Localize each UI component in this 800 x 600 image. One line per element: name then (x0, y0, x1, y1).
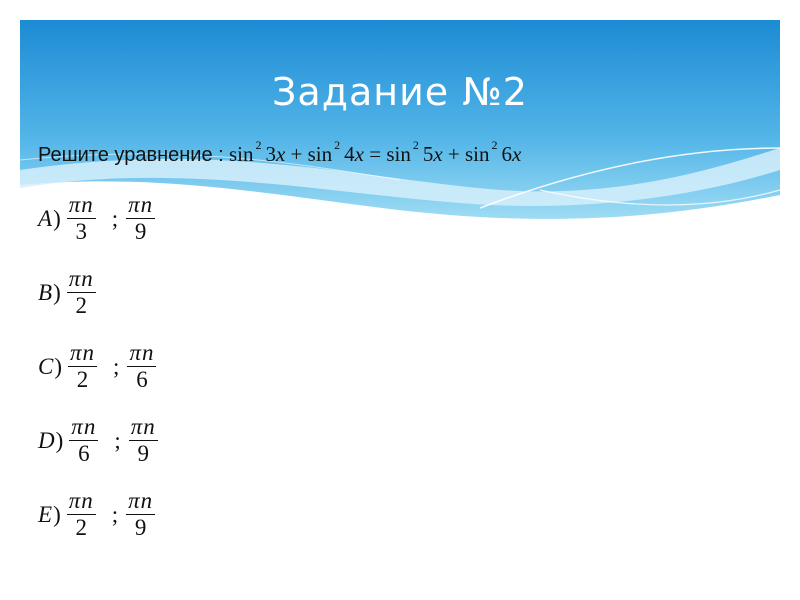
fraction-denominator: 9 (134, 515, 147, 540)
term3-func: sin (386, 142, 411, 166)
term2-var: x (354, 142, 364, 166)
answer-a (38, 192, 159, 245)
fraction-1 (68, 340, 97, 393)
term4-func: sin (465, 142, 490, 166)
fraction-numerator: πn (130, 414, 156, 439)
separator: ; (114, 427, 121, 453)
term2-coef: 4 (344, 142, 355, 166)
fraction-numerator: πn (68, 192, 94, 217)
term4-var: x (512, 142, 522, 166)
fraction-1 (69, 414, 98, 467)
fraction-numerator: πn (71, 414, 97, 439)
term1-var: x (275, 142, 286, 166)
fraction-2 (126, 192, 155, 245)
fraction-2 (127, 340, 156, 393)
fraction-denominator: 2 (76, 367, 89, 392)
fraction-numerator: πn (70, 340, 96, 365)
separator: ; (111, 501, 119, 527)
answer-paren: ) (53, 205, 61, 231)
fraction-numerator: πn (128, 192, 154, 217)
term3-coef: 5 (422, 142, 434, 166)
fraction-denominator: 3 (75, 219, 87, 244)
fraction-1 (67, 488, 96, 541)
answer-paren: ) (53, 501, 61, 527)
op-plus-2: + (447, 142, 460, 166)
slide-title: Задание №2 (272, 70, 528, 114)
equation (38, 138, 522, 167)
fraction-2 (129, 414, 158, 467)
term2-power: 2 (334, 138, 341, 152)
term1-coef: 3 (265, 142, 276, 166)
fraction-2 (126, 488, 155, 541)
fraction-denominator: 2 (75, 515, 87, 540)
op-equals: = (369, 142, 382, 166)
term2-func: sin (307, 142, 333, 166)
answer-b (38, 266, 100, 319)
header-banner (20, 20, 780, 220)
answer-paren: ) (53, 279, 61, 305)
answer-e (38, 488, 159, 541)
fraction-denominator: 6 (78, 441, 90, 466)
term3-power: 2 (412, 138, 419, 152)
op-plus-1: + (290, 142, 303, 166)
separator: ; (113, 353, 120, 379)
fraction-numerator: πn (68, 266, 94, 291)
term4-coef: 6 (501, 142, 513, 166)
answer-letter: D (38, 427, 55, 453)
answer-paren: ) (54, 353, 63, 379)
fraction-denominator: 6 (136, 367, 148, 392)
fraction-numerator: πn (68, 488, 94, 513)
term4-power: 2 (491, 138, 498, 152)
fraction-1 (67, 192, 96, 245)
fraction-denominator: 9 (134, 219, 147, 244)
term3-var: x (433, 142, 443, 166)
answer-letter: C (38, 353, 54, 379)
answer-d (38, 414, 162, 467)
term1-func: sin (228, 142, 254, 166)
fraction-numerator: πn (128, 488, 154, 513)
answer-c (38, 340, 160, 393)
fraction-1 (67, 266, 96, 319)
answer-letter: A (38, 205, 53, 231)
separator: ; (111, 205, 119, 231)
fraction-denominator: 9 (137, 441, 149, 466)
answer-paren: ) (55, 427, 64, 453)
answer-letter: E (38, 501, 53, 527)
fraction-numerator: πn (129, 340, 155, 365)
equation-prefix: Решите уравнение : (38, 144, 224, 166)
header-background (20, 20, 780, 220)
answer-letter: B (38, 279, 53, 305)
fraction-denominator: 2 (75, 293, 87, 318)
term1-power: 2 (255, 138, 262, 152)
